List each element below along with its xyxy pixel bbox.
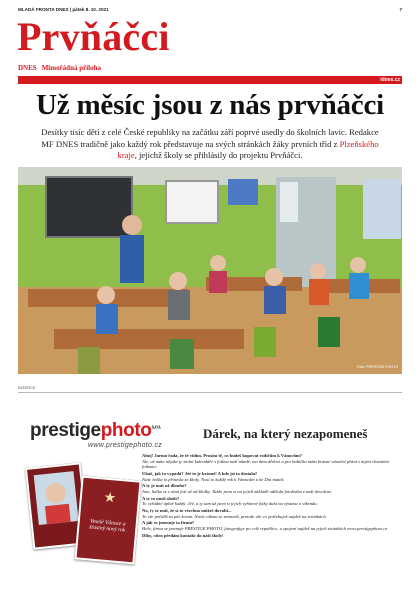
question: Ahoj! Jarmo řada, že tě vidím. Prosím tě, co budeš kupovat rodičům k Vánocům?: [142, 453, 303, 458]
lead-text: Desítky tisíc dětí z celé České republiky na začátku září poprvé usedly do školních lavic. Redakce MF DNES tradičně jako každý rok představuje na svých stránkách žáky prvních tříd z: [41, 127, 379, 149]
answer: To vše pořídíš za pár korun. Navíc nikam se nemusíš, protože vše co potřebuješ najdeš na stránkách.: [142, 513, 327, 519]
pupil-body: [309, 279, 329, 305]
supplement-name: Mimořádná příloha: [41, 64, 101, 72]
door-window: [280, 182, 298, 222]
pupil-body: [349, 273, 369, 299]
answer: To vyřádné úplně každý. Jéé, a ty tam už jsem si jejich vyřízené fotky dala na výstavu o víkendu.: [142, 501, 318, 507]
pupil-body: [96, 304, 118, 334]
issue-info: MLADÁ FRONTA DNES | pátek 8. 10. 2021: [18, 7, 109, 12]
ad-title: Dárek, na který nezapomeneš: [203, 426, 368, 441]
prestigephoto-logo: [30, 420, 161, 442]
ad-dialogue: [142, 453, 404, 538]
card-greeting: Veselé Vánoce a šťastný nový rok: [89, 518, 126, 534]
chair: [78, 347, 100, 374]
pupil-head: [169, 272, 187, 290]
divider: [18, 392, 402, 393]
teacher-body: [120, 235, 144, 283]
child-shirt: [45, 504, 71, 524]
chair: [170, 339, 194, 369]
logo-suffix: s.r.o.: [151, 424, 161, 431]
pupil-head: [350, 257, 366, 273]
answer: Ano, holka se s nimi fotí už od školky. Takže jsem si na jejich základě udělala fotoknihu z naší dovolené.: [142, 488, 333, 494]
class-photo: [18, 167, 402, 374]
photo-credit: Foto: PRESTIGE PHOTO: [356, 365, 398, 369]
site-link[interactable]: idnes.cz: [380, 77, 400, 83]
wall-poster: [228, 179, 258, 205]
pupil-head: [265, 268, 283, 286]
pupil-head: [97, 286, 115, 304]
pupil-head: [310, 263, 326, 279]
blackboard: [46, 177, 132, 237]
answer: Hele, firma se jmenuje PRESTIGE PHOTO, fotografuje po celé republice, a spojení najdeš na jejich stránkách www.prestigephoto.cz: [142, 526, 388, 532]
ad-label: INZERCE: [18, 385, 36, 390]
answer: Ale, už mám nějaké ty stolní kalendáře s fotkou naší mladé, ten dám dědovi a pro babičku mám krásné vánoční přání s mými vlastními fotkami.: [142, 458, 389, 470]
star-icon: ★: [103, 488, 117, 506]
pupil-head: [210, 255, 226, 271]
question: A ty to umíš složit?: [142, 495, 180, 501]
lead-text-end: , jejichž školy se přihlásily do projektu Prvňáčci.: [134, 150, 303, 160]
pupil-body: [168, 290, 190, 320]
question: A jak se jmenuje ta firma?: [142, 520, 195, 526]
dnes-label: DNES: [18, 64, 37, 72]
answer: Naše holka to přinesla ze školy. Nosí to každý rok k Vánocům a ke Dni matek.: [142, 476, 285, 482]
page-number: 7: [399, 7, 402, 12]
lead-highlight-region: Plzeňského kraje: [117, 138, 379, 160]
headline: Už měsíc jsou z nás prvňáčci: [36, 89, 384, 121]
logo-part2: photo: [100, 420, 152, 441]
question: Ukaž, jak to vypadá? Jéé to je krásné! A kde jsi to dostala?: [142, 470, 258, 476]
pupil-body: [264, 286, 286, 314]
chair: [254, 327, 276, 357]
ad-website[interactable]: www.prestigephoto.cz: [88, 442, 163, 449]
supplement-label: [18, 64, 101, 72]
page-header-line: [18, 7, 402, 12]
pupil-body: [209, 271, 227, 293]
whiteboard: [166, 181, 218, 223]
classroom-illustration: [18, 167, 402, 374]
wall-pictures: [363, 179, 401, 239]
chair: [318, 317, 340, 347]
logo-part1: prestige: [30, 420, 101, 441]
closing-line: Díky, ctíra předám kontakt do naší školy!: [142, 532, 224, 538]
teacher-head: [122, 215, 142, 235]
masthead-title: Prvňáčci: [17, 14, 170, 59]
lead-paragraph: [40, 127, 380, 162]
christmas-card: [74, 476, 141, 565]
red-rule: [18, 76, 402, 84]
question: A ty je máš už dlouho?: [142, 483, 187, 489]
desk-front: [54, 329, 244, 349]
question: No, ty se máš, že si to všechno můžeš dovolit...: [142, 508, 232, 514]
